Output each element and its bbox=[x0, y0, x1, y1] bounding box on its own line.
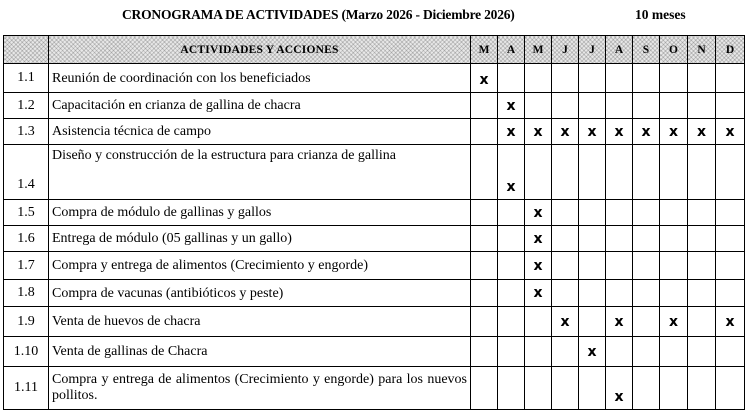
activity-description: Compra de módulo de gallinas y gallos bbox=[49, 200, 471, 226]
activity-number: 1.3 bbox=[4, 119, 49, 145]
activity-number: 1.6 bbox=[4, 226, 49, 252]
schedule-title: CRONOGRAMA DE ACTIVIDADES (Marzo 2026 - Diciembre 2026) bbox=[122, 7, 515, 22]
activity-description: Venta de gallinas de Chacra bbox=[49, 337, 471, 367]
schedule-mark-cell bbox=[606, 337, 633, 367]
schedule-mark-cell bbox=[552, 200, 579, 226]
activity-description: Compra y entrega de alimentos (Crecimiento y engorde) para los nuevos pollitos. bbox=[49, 367, 471, 410]
schedule-mark-cell bbox=[688, 145, 716, 200]
table-row bbox=[4, 93, 745, 119]
schedule-mark-cell bbox=[525, 367, 552, 410]
schedule-mark-cell: x bbox=[633, 119, 660, 145]
schedule-mark-cell bbox=[633, 145, 660, 200]
activity-description: Compra y entrega de alimentos (Crecimiento y engorde) bbox=[49, 252, 471, 280]
activity-description: Asistencia técnica de campo bbox=[49, 119, 471, 145]
header-month-4: J bbox=[579, 36, 606, 64]
schedule-mark-cell bbox=[716, 145, 745, 200]
schedule-mark-cell bbox=[660, 145, 688, 200]
schedule-mark-cell bbox=[660, 337, 688, 367]
schedule-mark-cell bbox=[633, 337, 660, 367]
activity-number: 1.2 bbox=[4, 93, 49, 119]
schedule-mark-cell bbox=[606, 280, 633, 307]
table-row bbox=[4, 307, 745, 337]
schedule-mark-cell bbox=[498, 200, 525, 226]
schedule-mark-cell bbox=[471, 280, 498, 307]
schedule-mark-cell bbox=[688, 64, 716, 93]
schedule-mark-cell: x bbox=[525, 200, 552, 226]
schedule-mark-cell bbox=[660, 200, 688, 226]
schedule-mark-cell: x bbox=[606, 119, 633, 145]
schedule-duration: 10 meses bbox=[635, 7, 686, 22]
schedule-mark-cell bbox=[552, 93, 579, 119]
schedule-mark-cell bbox=[716, 252, 745, 280]
schedule-mark-cell bbox=[498, 226, 525, 252]
header-month-5: A bbox=[606, 36, 633, 64]
schedule-mark-cell bbox=[716, 200, 745, 226]
schedule-mark-cell bbox=[606, 93, 633, 119]
table-row bbox=[4, 226, 745, 252]
schedule-mark-cell: x bbox=[660, 307, 688, 337]
activity-number: 1.1 bbox=[4, 64, 49, 93]
schedule-mark-cell bbox=[498, 367, 525, 410]
schedule-mark-cell bbox=[688, 337, 716, 367]
schedule-mark-cell: x bbox=[606, 307, 633, 337]
schedule-mark-cell bbox=[552, 64, 579, 93]
activity-number: 1.11 bbox=[4, 367, 49, 410]
activity-number: 1.5 bbox=[4, 200, 49, 226]
table-row bbox=[4, 200, 745, 226]
schedule-mark-cell bbox=[716, 226, 745, 252]
schedule-mark-cell bbox=[660, 226, 688, 252]
schedule-mark-cell bbox=[498, 280, 525, 307]
table-row bbox=[4, 119, 745, 145]
schedule-mark-cell bbox=[579, 93, 606, 119]
schedule-mark-cell bbox=[552, 145, 579, 200]
schedule-mark-cell bbox=[716, 280, 745, 307]
schedule-mark-cell bbox=[633, 64, 660, 93]
schedule-body bbox=[4, 64, 745, 410]
schedule-mark-cell bbox=[660, 367, 688, 410]
schedule-mark-cell: x bbox=[525, 280, 552, 307]
header-month-7: O bbox=[660, 36, 688, 64]
title-bar bbox=[0, 7, 746, 27]
schedule-mark-cell bbox=[498, 64, 525, 93]
schedule-mark-cell bbox=[716, 64, 745, 93]
schedule-mark-cell bbox=[688, 252, 716, 280]
schedule-mark-cell: x bbox=[579, 337, 606, 367]
schedule-mark-cell bbox=[633, 307, 660, 337]
activity-description: Venta de huevos de chacra bbox=[49, 307, 471, 337]
schedule-mark-cell bbox=[579, 252, 606, 280]
header-month-2: M bbox=[525, 36, 552, 64]
schedule-mark-cell bbox=[688, 200, 716, 226]
schedule-mark-cell bbox=[688, 307, 716, 337]
schedule-mark-cell: x bbox=[716, 307, 745, 337]
schedule-mark-cell bbox=[579, 307, 606, 337]
schedule-mark-cell bbox=[660, 252, 688, 280]
activity-description: Compra de vacunas (antibióticos y peste) bbox=[49, 280, 471, 307]
schedule-mark-cell bbox=[579, 226, 606, 252]
schedule-mark-cell bbox=[633, 252, 660, 280]
schedule-mark-cell bbox=[633, 280, 660, 307]
schedule-mark-cell: x bbox=[579, 119, 606, 145]
table-row bbox=[4, 145, 745, 200]
schedule-mark-cell: x bbox=[525, 226, 552, 252]
schedule-mark-cell bbox=[525, 307, 552, 337]
schedule-mark-cell bbox=[471, 307, 498, 337]
schedule-mark-cell bbox=[552, 226, 579, 252]
schedule-mark-cell bbox=[525, 64, 552, 93]
schedule-mark-cell bbox=[606, 64, 633, 93]
schedule-mark-cell: x bbox=[498, 93, 525, 119]
schedule-mark-cell: x bbox=[525, 252, 552, 280]
schedule-mark-cell bbox=[633, 93, 660, 119]
schedule-table bbox=[3, 35, 745, 410]
schedule-mark-cell: x bbox=[688, 119, 716, 145]
schedule-mark-cell bbox=[660, 93, 688, 119]
schedule-mark-cell bbox=[716, 367, 745, 410]
header-activities-cell: ACTIVIDADES Y ACCIONES bbox=[49, 36, 471, 64]
schedule-mark-cell bbox=[688, 93, 716, 119]
schedule-mark-cell bbox=[552, 280, 579, 307]
schedule-mark-cell bbox=[498, 252, 525, 280]
schedule-mark-cell bbox=[471, 367, 498, 410]
schedule-mark-cell: x bbox=[498, 145, 525, 200]
schedule-mark-cell: x bbox=[525, 119, 552, 145]
table-row bbox=[4, 280, 745, 307]
schedule-mark-cell bbox=[606, 252, 633, 280]
schedule-mark-cell bbox=[606, 226, 633, 252]
activity-number: 1.8 bbox=[4, 280, 49, 307]
header-month-9: D bbox=[716, 36, 745, 64]
schedule-mark-cell bbox=[660, 280, 688, 307]
activity-number: 1.7 bbox=[4, 252, 49, 280]
activity-description: Entrega de módulo (05 gallinas y un gallo) bbox=[49, 226, 471, 252]
schedule-mark-cell: x bbox=[716, 119, 745, 145]
schedule-mark-cell bbox=[471, 337, 498, 367]
schedule-mark-cell bbox=[633, 226, 660, 252]
schedule-mark-cell bbox=[498, 337, 525, 367]
schedule-mark-cell bbox=[579, 64, 606, 93]
schedule-mark-cell bbox=[525, 145, 552, 200]
table-row bbox=[4, 337, 745, 367]
schedule-mark-cell bbox=[525, 93, 552, 119]
schedule-mark-cell bbox=[552, 337, 579, 367]
header-month-8: N bbox=[688, 36, 716, 64]
schedule-mark-cell bbox=[606, 200, 633, 226]
activity-description: Reunión de coordinación con los beneficiados bbox=[49, 64, 471, 93]
schedule-mark-cell bbox=[471, 252, 498, 280]
table-row bbox=[4, 252, 745, 280]
schedule-mark-cell bbox=[716, 337, 745, 367]
schedule-mark-cell bbox=[471, 119, 498, 145]
schedule-mark-cell: x bbox=[660, 119, 688, 145]
schedule-mark-cell: x bbox=[498, 119, 525, 145]
table-row bbox=[4, 367, 745, 410]
schedule-mark-cell: x bbox=[471, 64, 498, 93]
header-month-6: S bbox=[633, 36, 660, 64]
activity-number: 1.10 bbox=[4, 337, 49, 367]
schedule-mark-cell bbox=[633, 200, 660, 226]
activity-number: 1.4 bbox=[4, 145, 49, 200]
schedule-mark-cell bbox=[552, 252, 579, 280]
activity-description: Diseño y construcción de la estructura para crianza de gallina bbox=[49, 145, 471, 200]
schedule-mark-cell bbox=[471, 200, 498, 226]
schedule-mark-cell bbox=[471, 93, 498, 119]
schedule-mark-cell bbox=[688, 367, 716, 410]
schedule-mark-cell bbox=[552, 367, 579, 410]
schedule-mark-cell bbox=[688, 280, 716, 307]
header-month-3: J bbox=[552, 36, 579, 64]
schedule-mark-cell: x bbox=[606, 367, 633, 410]
schedule-mark-cell bbox=[525, 337, 552, 367]
header-month-1: A bbox=[498, 36, 525, 64]
schedule-mark-cell bbox=[579, 200, 606, 226]
header-number-cell bbox=[4, 36, 49, 64]
activity-number: 1.9 bbox=[4, 307, 49, 337]
table-row bbox=[4, 64, 745, 93]
schedule-mark-cell bbox=[579, 145, 606, 200]
schedule-mark-cell: x bbox=[552, 119, 579, 145]
schedule-mark-cell bbox=[688, 226, 716, 252]
activity-description: Capacitación en crianza de gallina de chacra bbox=[49, 93, 471, 119]
schedule-mark-cell bbox=[471, 145, 498, 200]
schedule-mark-cell bbox=[606, 145, 633, 200]
schedule-mark-cell bbox=[579, 280, 606, 307]
table-header-row bbox=[4, 36, 745, 64]
schedule-mark-cell bbox=[716, 93, 745, 119]
schedule-mark-cell bbox=[498, 307, 525, 337]
schedule-mark-cell: x bbox=[552, 307, 579, 337]
header-month-0: M bbox=[471, 36, 498, 64]
schedule-mark-cell bbox=[471, 226, 498, 252]
schedule-mark-cell bbox=[660, 64, 688, 93]
schedule-mark-cell bbox=[633, 367, 660, 410]
schedule-mark-cell bbox=[579, 367, 606, 410]
